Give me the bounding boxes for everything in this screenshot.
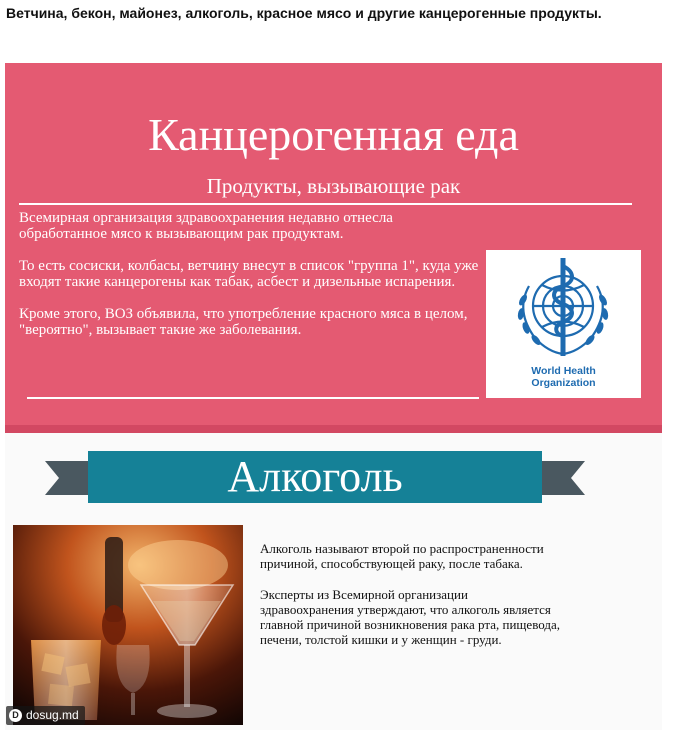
panel-paragraph-1: Всемирная организация здравоохранения недавно отнесла обработанное мясо к вызывающим рак продуктам. bbox=[19, 210, 393, 242]
panel-bottom-band bbox=[5, 425, 662, 433]
alcohol-paragraph-2: Эксперты из Всемирной организации здравоохранения утверждают, что алкоголь является главной причиной возникновения рака рта, пищевода, печени, толстой кишки и у женщин - груди. bbox=[260, 587, 561, 647]
who-emblem-icon bbox=[503, 256, 623, 362]
article-headline: Ветчина, бекон, майонез, алкоголь, красное мясо и другие канцерогенные продукты. bbox=[6, 5, 602, 21]
alcohol-body bbox=[260, 541, 560, 663]
divider-bottom bbox=[27, 397, 479, 399]
alcohol-section bbox=[5, 433, 662, 730]
panel-paragraph-3: Кроме этого, ВОЗ объявила, что употребление красного мяса в целом, "вероятно", вызывает такие же заболевания. bbox=[19, 306, 468, 338]
panel-subtitle: Продукты, вызывающие рак bbox=[206, 174, 461, 198]
alcohol-title: Алкоголь bbox=[227, 452, 403, 501]
divider-top bbox=[19, 203, 632, 205]
ribbon-band bbox=[88, 451, 542, 503]
watermark-text: dosug.md bbox=[26, 708, 79, 722]
who-logo-line-1: World Health bbox=[531, 365, 596, 377]
carcinogenic-food-panel bbox=[5, 63, 662, 433]
alcohol-paragraph-1: Алкоголь называют второй по распространенности причиной, способствующей раку, после табака. bbox=[260, 541, 544, 571]
dosug-logo-icon: D bbox=[9, 709, 22, 722]
panel-paragraph-2: То есть сосиски, колбасы, ветчину внесут в список "группа 1", куда уже входят такие канцерогены как табак, асбест и дизельные испарения. bbox=[19, 258, 479, 290]
who-logo-text bbox=[486, 365, 641, 389]
drinks-photo bbox=[13, 525, 243, 725]
who-logo-line-2: Organization bbox=[531, 377, 596, 389]
source-watermark bbox=[6, 706, 85, 725]
who-logo bbox=[486, 250, 641, 398]
alcohol-ribbon bbox=[45, 447, 585, 507]
panel-title: Канцерогенная еда bbox=[148, 109, 519, 160]
panel-body bbox=[19, 210, 479, 354]
